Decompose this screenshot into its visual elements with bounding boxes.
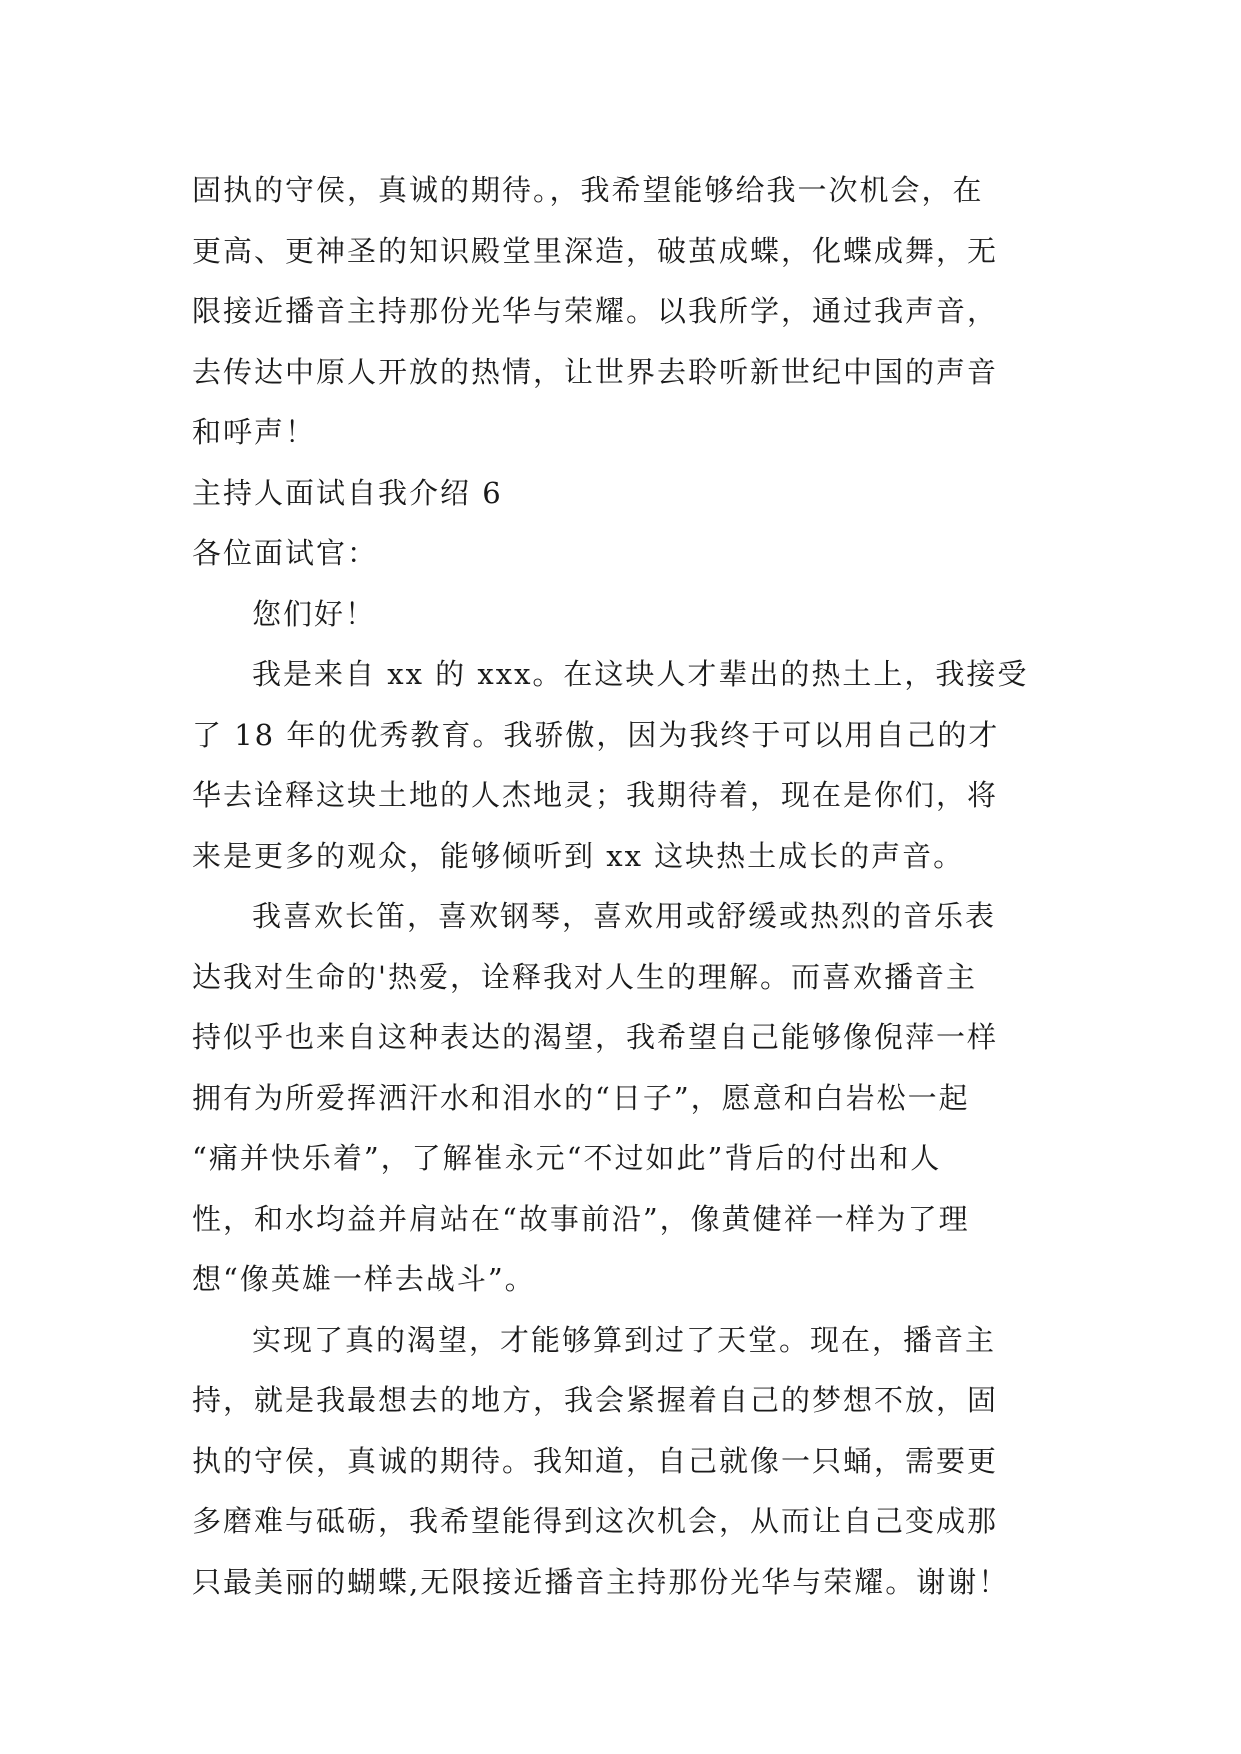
text-line: “痛并快乐着”，了解崔永元“不过如此”背后的付出和人 [192, 1141, 942, 1175]
text-line: 拥有为所爱挥洒汗水和泪水的“日子”，愿意和白岩松一起 [192, 1080, 970, 1115]
text-line: 和呼声！ [192, 415, 317, 449]
salutation: 各位面试官： [192, 536, 379, 570]
text-line: 了 18 年的优秀教育。我骄傲，因为我终于可以用自己的才 [192, 717, 1000, 752]
text-line: 持，就是我最想去的地方，我会紧握着自己的梦想不放，固 [192, 1383, 999, 1417]
greeting: 您们好！ [252, 596, 377, 631]
text-line: 达我对生命的'热爱，诠释我对人生的理解。而喜欢播音主 [192, 959, 977, 994]
text-line: 更高、更神圣的知识殿堂里深造，破茧成蝶，化蝶成舞，无 [192, 233, 999, 268]
text-line: 性，和水均益并肩站在“故事前沿”，像黄健祥一样为了理 [192, 1201, 970, 1236]
text-line: 华去诠释这块土地的人杰地灵；我期待着，现在是你们，将 [192, 778, 999, 812]
text-line: 来是更多的观众，能够倾听到 xx 这块热土成长的声音。 [192, 838, 965, 873]
text-line: 固执的守侯，真诚的期待。，我希望能够给我一次机会，在 [192, 173, 984, 207]
document-body [192, 160, 1058, 1612]
text-line: 去传达中原人开放的热情，让世界去聆听新世纪中国的声音 [192, 354, 999, 389]
text-line: 限接近播音主持那份光华与荣耀。以我所学，通过我声音， [192, 294, 999, 328]
paragraph-start: 我是来自 xx 的 xxx。在这块人才辈出的热土上，我接受 [252, 657, 1029, 691]
paragraph-start: 我喜欢长笛，喜欢钢琴，喜欢用或舒缓或热烈的音乐表 [252, 899, 997, 933]
text-line: 多磨难与砥砺，我希望能得到这次机会，从而让自己变成那 [192, 1504, 999, 1538]
text-line: 想“像英雄一样去战斗”。 [192, 1262, 536, 1296]
text-line: 持似乎也来自这种表达的渴望，我希望自己能够像倪萍一样 [192, 1020, 999, 1054]
text-line: 只最美丽的蝴蝶,无限接近播音主持那份光华与荣耀。谢谢！ [192, 1564, 1010, 1599]
paragraph-start: 实现了真的渴望，才能够算到过了天堂。现在，播音主 [252, 1322, 997, 1357]
text-line: 执的守侯，真诚的期待。我知道，自己就像一只蛹，需要更 [192, 1443, 999, 1478]
section-title: 主持人面试自我介绍 6 [192, 475, 503, 510]
